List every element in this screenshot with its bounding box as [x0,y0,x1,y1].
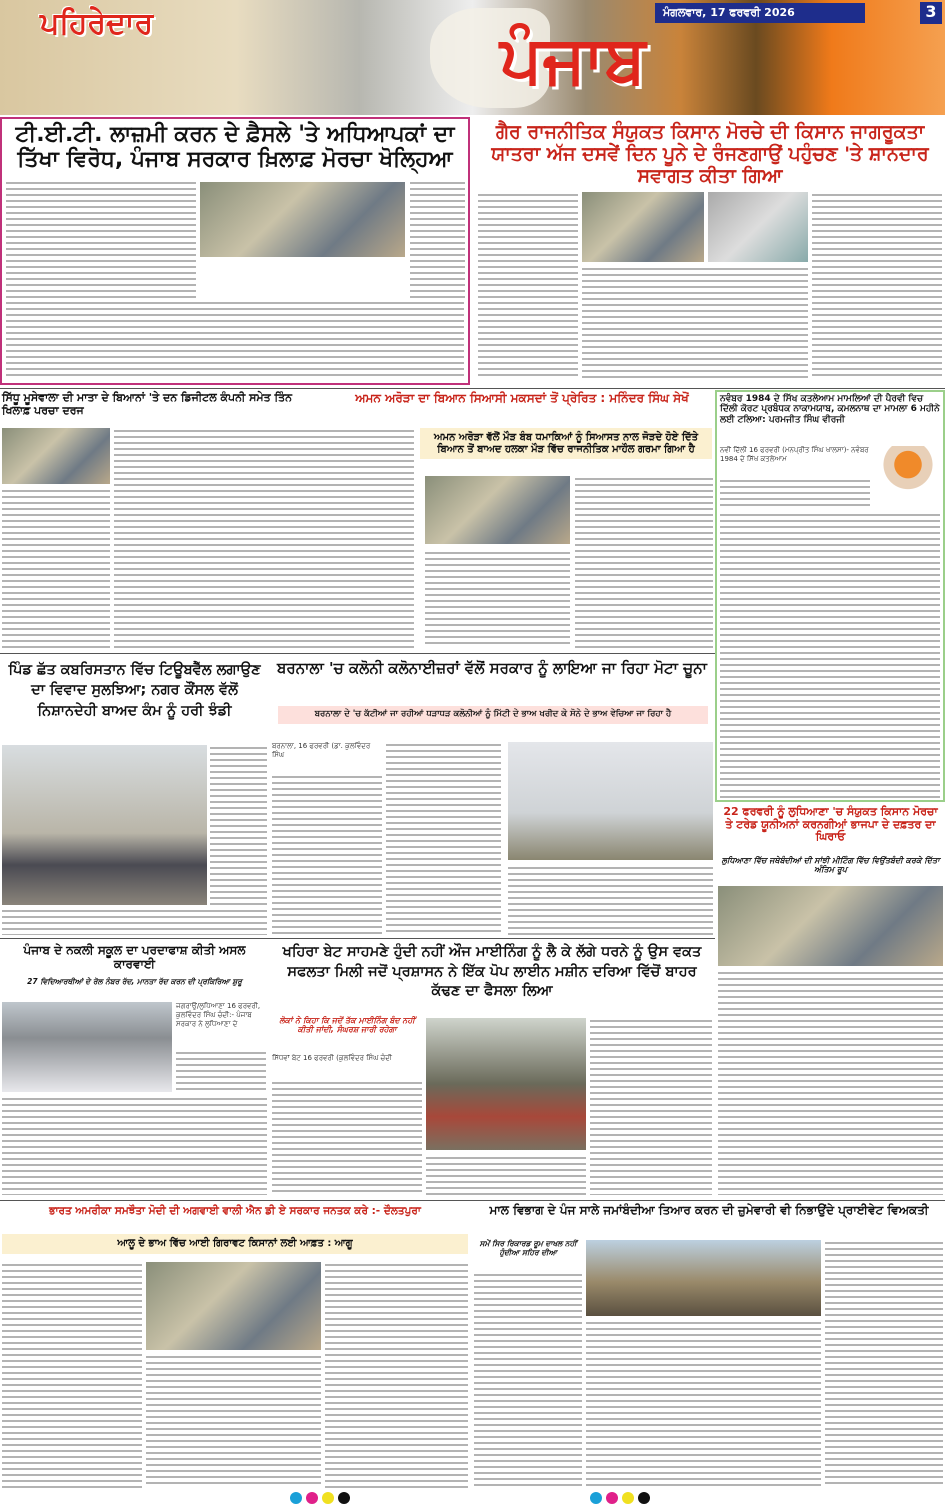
registration-mark [606,1492,618,1504]
article-body [478,192,578,380]
subheadline: ਬਰਨਾਲਾ ਦੇ 'ਚ ਕੱਟੀਆਂ ਜਾ ਰਹੀਆਂ ਧੜਾਧੜ ਕਲੋਨੀਆਂ ਨੂੰ ਮਿੱਟੀ ਦੇ ਭਾਅ ਖਰੀਦ ਕੇ ਸੋਨੇ ਦੇ ਭਾਅ ਵੇਚਿਆ ਜਾ ਰਿਹਾ ਹੈ [278,706,708,724]
article-body [410,180,465,298]
article-body [825,1240,943,1488]
registration-mark [290,1492,302,1504]
article-photo [586,1240,821,1316]
article-body [6,300,464,380]
subheadline: ਸਮੇਂ ਸਿਰ ਰਿਕਾਰਡ ਰੂਮ ਦਾਖਲ ਨਹੀਂ ਹੁੰਦੀਆ ਸਹਿਰ ਦੀਆ [479,1239,577,1257]
article-photo [200,182,405,257]
divider [0,653,715,654]
article-photo [582,192,704,262]
subheadline: ਅਮਨ ਅਰੋੜਾ ਵੱਲੋਂ ਮੌੜ ਬੰਬ ਧਮਾਕਿਆਂ ਨੂੰ ਸਿਆਸਤ ਨਾਲ ਜੋੜਦੇ ਹੋਏ ਦਿੱਤੇ ਬਿਆਨ ਤੋਂ ਬਾਅਦ ਹਲਕਾ ਮੌੜ ਵਿੱਚ ਰਾਜਨੀਤਿਕ ਮਾਹੌਲ ਗਰਮਾ ਗਿਆ ਹੈ [420,428,712,459]
article-photo [146,1262,321,1350]
registration-mark [622,1492,634,1504]
article-body [2,488,110,648]
article-body [2,1096,267,1195]
subheadline: ਲੋਕਾਂ ਨੇ ਕਿਹਾ ਕਿ ਜਦੋਂ ਤੱਕ ਮਾਈਨਿੰਗ ਬੰਦ ਨਹੀਂ ਕੀਤੀ ਜਾਂਦੀ, ਸੰਘਰਸ਼ ਜਾਰੀ ਰਹੇਗਾ [279,1016,415,1035]
article-photo [2,1002,172,1092]
article-photo [718,886,943,966]
article-body [720,512,940,798]
divider [0,938,715,939]
registration-mark [306,1492,318,1504]
divider [0,1200,945,1201]
headline: ਭਾਰਤ ਅਮਰੀਕਾ ਸਮਝੌਤਾ ਮੋਦੀ ਦੀ ਅਗਵਾਈ ਵਾਲੀ ਐਨ ਡੀ ਏ ਸਰਕਾਰ ਜਨਤਕ ਕਰੇ :- ਦੌਲਤਪੁਰਾ [49,1205,421,1217]
article-body [720,478,870,508]
registration-mark [638,1492,650,1504]
headline: 22 ਫਰਵਰੀ ਨੂੰ ਲੁਧਿਆਣਾ 'ਚ ਸੰਯੁਕਤ ਕਿਸਾਨ ਮੋਰਚਾ ਤੇ ਟਰੇਡ ਯੂਨੀਅਨਾਂ ਕਰਨਗੀਆਂ ਭਾਜਪਾ ਦੇ ਦਫ਼ਤਰ ਦਾ ਘਿਰਾਓ [723,805,938,844]
subheadline: 27 ਵਿਦਿਆਰਥੀਆਂ ਦੇ ਰੋਲ ਨੰਬਰ ਰੱਦ, ਮਾਨਤਾ ਰੱਦ ਕਰਨ ਦੀ ਪ੍ਰਕਿਰਿਆ ਸ਼ੁਰੂ [27,977,242,986]
article-body [718,970,943,1195]
article-photo [2,745,207,905]
article-body [812,192,942,380]
article-body [425,550,570,648]
article-photo [425,476,570,544]
article-body [575,476,713,648]
article-photo [508,742,713,860]
article-lead: ਸਿੱਧਵਾਂ ਬੇਟ 16 ਫਰਵਰੀ (ਕੁਲਵਿੰਦਰ ਸਿੰਘ ਚੰਦੀ [272,1054,422,1063]
headline: ਨਵੰਬਰ 1984 ਦੇ ਸਿੱਖ ਕਤਲੇਆਮ ਮਾਮਲਿਆਂ ਦੀ ਪੈਰਵੀ ਵਿਚ ਦਿੱਲੀ ਕੋਰਟ ਪ੍ਰਬੰਧਕ ਨਾਕਾਮਯਾਬ, ਕਮਲਨਾਥ ਦਾ ਮਾਮਲਾ 6 ਮਹੀਨੇ ਲਈ ਟਲਿਆ: ਪਰਮਜੀਤ ਸਿੰਘ ਵੀਰਜੀ [720,394,940,425]
article-body [6,180,196,298]
article-photo [426,1018,586,1150]
article-body [508,865,713,935]
section-title: ਪੰਜਾਬ [500,20,646,98]
subheadline: ਲੁਧਿਆਣਾ ਵਿੱਚ ਜਥੇਬੰਦੀਆਂ ਦੀ ਸਾਂਝੀ ਮੀਟਿੰਗ ਵਿੱਚ ਵਿਉਂਤਬੰਦੀ ਕਰਕੇ ਦਿੱਤਾ ਅੰਤਿਮ ਰੂਪ [721,856,940,875]
article-photo [2,428,110,484]
article-body [2,1262,142,1488]
article-body [272,1080,422,1195]
article-body [582,266,808,380]
headline: ਖਹਿਰਾ ਬੇਟ ਸਾਹਮਣੇ ਹੁੰਦੀ ਨਹੀਂ ਔਜ ਮਾਈਨਿੰਗ ਨੂੰ ਲੈ ਕੇ ਲੱਗੇ ਧਰਨੇ ਨੂੰ ਉਸ ਵਕਤ ਸਫਲਤਾ ਮਿਲੀ ਜਦੋਂ ਪ੍ਰਸ਼ਾਸਨ ਨੇ ਇੱਕ ਪੋਪ ਲਾਈਨ ਮਸ਼ੀਨ ਦਰਿਆ ਵਿੱਚੋਂ ਬਾਹਰ ਕੱਢਣ ਦਾ ਫੈਸਲਾ ਲਿਆ [282,944,702,1000]
article-lead: ਨਵੀਂ ਦਿੱਲੀ 16 ਫਰਵਰੀ (ਮਨਪ੍ਰੀਤ ਸਿੰਘ ਖਾਲਸਾ)- ਨਵੰਬਰ 1984 ਦੇ ਸਿੱਖ ਕਤਲੇਆਮ [720,446,869,463]
article-body [325,1262,468,1488]
article-body [176,1050,266,1092]
registration-mark [322,1492,334,1504]
article-body [590,1018,712,1195]
article-photo [708,192,808,262]
article-body [210,745,267,905]
article-body [386,742,501,935]
article-body [146,1354,321,1488]
headline: ਮਾਲ ਵਿਭਾਗ ਦੇ ਪੰਜ ਸਾਲੇ ਜਮਾਂਬੰਦੀਆ ਤਿਆਰ ਕਰਨ ਦੀ ਜ਼ੁਮੇਵਾਰੀ ਵੀ ਨਿਭਾਉਂਦੇ ਪ੍ਰਾਈਵੇਟ ਵਿਅਕਤੀ [489,1203,929,1217]
article-body [114,428,414,648]
newspaper-logo: ਪਹਿਰੇਦਾਰ [40,6,154,41]
issue-date: ਮੰਗਲਵਾਰ, 17 ਫਰਵਰੀ 2026 [655,3,865,23]
subheadline: ਆਲੂ ਦੇ ਭਾਅ ਵਿੱਚ ਆਈ ਗਿਰਾਵਟ ਕਿਸਾਨਾਂ ਲਈ ਆਫ਼ਤ : ਆਗੂ [2,1234,468,1254]
headline: ਸਿੱਧੂ ਮੂਸੇਵਾਲਾ ਦੀ ਮਾਤਾ ਦੇ ਬਿਆਨਾਂ 'ਤੇ ਦਨ ਡਿਜੀਟਲ ਕੰਪਨੀ ਸਮੇਤ ਤਿੰਨ ਖਿਲਾਫ਼ ਪਰਚਾ ਦਰਜ [2,391,292,417]
registration-mark [590,1492,602,1504]
headline: ਬਰਨਾਲਾ 'ਚ ਕਲੋਨੀ ਕਲੋਨਾਈਜ਼ਰਾਂ ਵੱਲੋਂ ਸਰਕਾਰ ਨੂੰ ਲਾਇਆ ਜਾ ਰਿਹਾ ਮੋਟਾ ਚੂਨਾ [277,659,707,677]
article-body [426,1155,586,1195]
headline: ਗੈਰ ਰਾਜਨੀਤਿਕ ਸੰਯੁਕਤ ਕਿਸਾਨ ਮੋਰਚੇ ਦੀ ਕਿਸਾਨ ਜਾਗਰੂਕਤਾ ਯਾਤਰਾ ਅੱਜ ਦਸਵੇਂ ਦਿਨ ਪੂਨੇ ਦੇ ਰੰਜਣਗਾਉਂ ਪਹੁੰਚਣ 'ਤੇ ਸ਼ਾਨਦਾਰ ਸਵਾਗਤ ਕੀਤਾ ਗਿਆ [491,121,929,187]
article-body [272,774,382,935]
article-lead: ਜਗਰਾਉਂ/ਲੁਧਿਆਣਾ 16 ਫਰਵਰੀ, ਕੁਲਵਿੰਦਰ ਸਿੰਘ ਚੰਦੀ:- ਪੰਜਾਬ ਸਰਕਾਰ ਨੇ ਲੁਧਿਆਣਾ ਦੇ [176,1002,266,1029]
article-lead: ਬਰਨਾਲਾ, 16 ਫਰਵਰੀ (ਡਾ. ਕੁਲਵਿੰਦਰ ਸਿੰਘ [272,742,382,760]
headline: ਪਿੰਡ ਛੱਤ ਕਬਰਿਸਤਾਨ ਵਿੱਚ ਟਿਊਬਵੈੱਲ ਲਗਾਉਣ ਦਾ ਵਿਵਾਦ ਸੁਲਝਿਆ; ਨਗਰ ਕੌਂਸਲ ਵੱਲੋਂ ਨਿਸ਼ਾਨਦੇਹੀ ਬਾਅਦ ਕੰਮ ਨੂੰ ਹਰੀ ਝੰਡੀ [8,662,261,719]
headline: ਅਮਨ ਅਰੋੜਾ ਦਾ ਬਿਆਨ ਸਿਆਸੀ ਮਕਸਦਾਂ ਤੋਂ ਪ੍ਰੇਰਿਤ : ਮਨਿੰਦਰ ਸਿੰਘ ਸੇਖੋਂ [355,391,689,405]
headline: ਪੰਜਾਬ ਦੇ ਨਕਲੀ ਸਕੂਲ ਦਾ ਪਰਦਾਫਾਸ਼ ਕੀਤੀ ਅਸਲ ਕਾਰਵਾਈ [23,943,246,971]
article-body [586,1320,821,1488]
registration-mark [338,1492,350,1504]
portrait-photo [876,446,940,508]
page-number: 3 [920,2,942,24]
headline: ਟੀ.ਈ.ਟੀ. ਲਾਜ਼ਮੀ ਕਰਨ ਦੇ ਫ਼ੈਸਲੇ 'ਤੇ ਅਧਿਆਪਕਾਂ ਦਾ ਤਿੱਖਾ ਵਿਰੋਧ, ਪੰਜਾਬ ਸਰਕਾਰ ਖ਼ਿਲਾਫ਼ ਮੋਰਚਾ ਖੋਲ੍ਹਿਆ [15,122,455,173]
divider [0,388,945,389]
article-body [474,1272,582,1488]
article-body [2,908,267,935]
